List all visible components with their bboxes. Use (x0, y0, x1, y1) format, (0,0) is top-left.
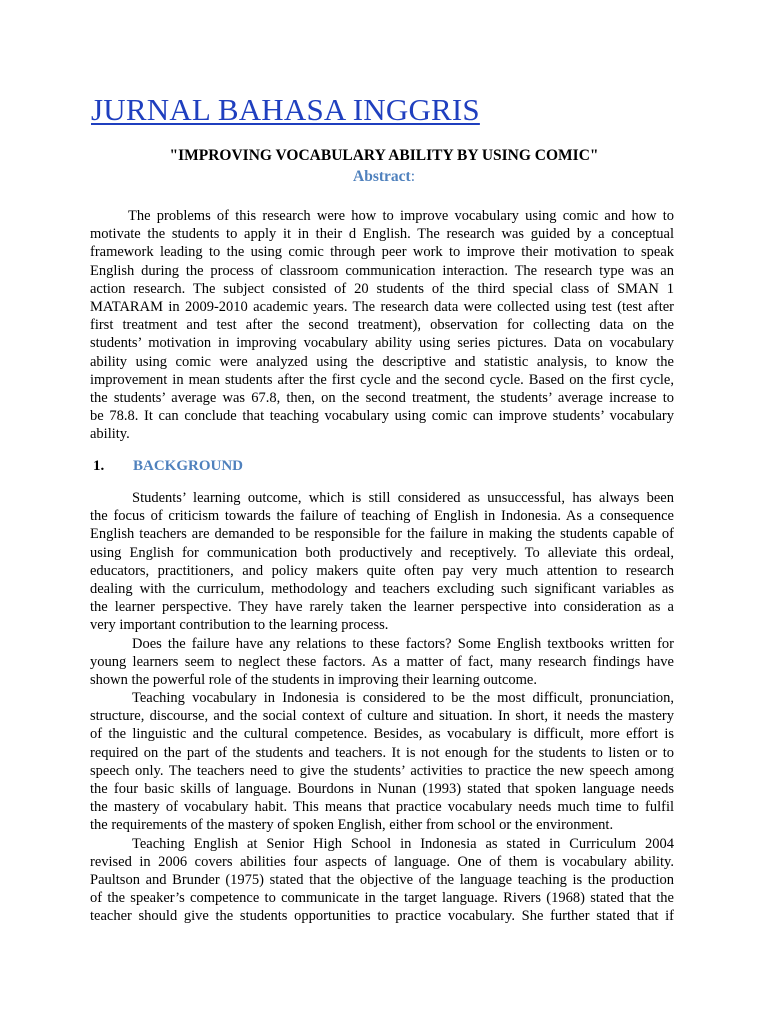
journal-title[interactable]: JURNAL BAHASA INGGRIS (91, 92, 480, 127)
abstract-line: MATARAM in 2009-2010 academic years. The research data were collected using test (test after (90, 298, 674, 315)
abstract-heading (0, 166, 768, 188)
abstract-line: improvement in mean students after the first cycle and the second cycle. Based on the first cycle, (90, 371, 674, 388)
section-number: 1. (93, 458, 105, 474)
section-heading-background (93, 456, 243, 476)
body-line: educators, practitioners, and policy makers quite often pay very much attention to research (90, 562, 674, 579)
body-line: revised in 2006 covers abilities four aspects of language. One of them is vocabulary ability. (90, 853, 674, 870)
body-line: very important contribution to the learning process. (90, 617, 389, 634)
body-line: Paultson and Brunder (1975) stated that the objective of the language teaching is the production (90, 871, 674, 888)
abstract-line: the students’ average was 67.8, then, on the second treatment, the students’ average increase to (90, 389, 674, 406)
body-line: the four basic skills of language. Bourdons in Nunan (1993) stated that spoken language needs (90, 781, 674, 797)
abstract-line: The problems of this research were how to improve vocabulary using comic and how to (128, 208, 674, 224)
body-line: Teaching vocabulary in Indonesia is considered to be the most difficult, pronunciation, (132, 690, 674, 707)
abstract-line: first treatment and test after the second treatment), observation for collecting data on the (90, 317, 674, 334)
abstract-line: motivate the students to apply it in their d English. The research was guided by a conceptual (90, 226, 674, 243)
abstract-line: English during the process of classroom communication interaction. The research type was an (90, 262, 674, 279)
body-line: Teaching English at Senior High School in Indonesia as stated in Curriculum 2004 (132, 835, 674, 852)
abstract-label: Abstract (353, 168, 411, 185)
body-line: Students’ learning outcome, which is still considered as unsuccessful, has always been (132, 490, 674, 506)
body-line: teacher should give the students opportunities to practice vocabulary. She further stated that if (90, 908, 674, 925)
body-line: of the linguistic and the cultural competence. Besides, as vocabulary is difficult, more effort is (90, 726, 674, 743)
abstract-colon: : (410, 168, 415, 185)
body-line: the learner perspective. They have rarely taken the learner perspective into consideration as a (90, 599, 674, 616)
body-line: the focus of criticism towards the failure of teaching of English in Indonesia. As a consequence (90, 508, 674, 525)
abstract-paragraph (90, 207, 674, 443)
body-line: structure, discourse, and the social context of culture and situation. In short, it needs the mastery (90, 708, 674, 725)
paper-title: "IMPROVING VOCABULARY ABILITY BY USING COMIC" (169, 147, 599, 164)
body-line: speech only. The teachers need to give the students’ activities to practice the new speech among (90, 762, 674, 779)
body-line: English teachers are demanded to be responsible for the failure in making the students capable of (90, 526, 674, 543)
abstract-line: students’ motivation in improving vocabulary ability using series pictures. Data on vocabulary (90, 335, 674, 352)
body-line: dealing with the curriculum, methodology and teachers excluding such significant variables as (90, 580, 674, 597)
body-line: of the speaker’s competence to communicate in the target language. Rivers (1968) stated that the (90, 890, 674, 907)
body-line: young learners seem to neglect these factors. As a matter of fact, many research findings have (90, 653, 674, 670)
abstract-line: action research. The subject consisted of 20 students of the third special class of SMAN 1 (90, 280, 674, 297)
body-line: the mastery of vocabulary habit. This means that practice vocabulary needs much time to fulfil (90, 799, 674, 816)
body-line: shown the powerful role of the students in improving their learning outcome. (90, 671, 537, 688)
body-line: required on the part of the students and teachers. It is not enough for the students to listen or to (90, 744, 674, 761)
abstract-line: be 78.8. It can conclude that teaching vocabulary using comic can improve students’ vocabulary (90, 408, 674, 425)
body-line: using English for communication both productively and receptively. To alleviate this ordeal, (90, 544, 674, 561)
section-label: BACKGROUND (133, 458, 244, 474)
body-text (90, 489, 674, 926)
abstract-line: ability. (90, 426, 130, 443)
abstract-line: ability using comic were analyzed using the descriptive and statistic analysis, to know the (90, 353, 674, 370)
body-line: the requirements of the mastery of spoken English, either from school or the environment. (90, 817, 614, 834)
body-line: Does the failure have any relations to these factors? Some English textbooks written for (132, 635, 674, 652)
abstract-line: framework leading to the using comic through peer work to improve their motivation to speak (90, 244, 674, 261)
